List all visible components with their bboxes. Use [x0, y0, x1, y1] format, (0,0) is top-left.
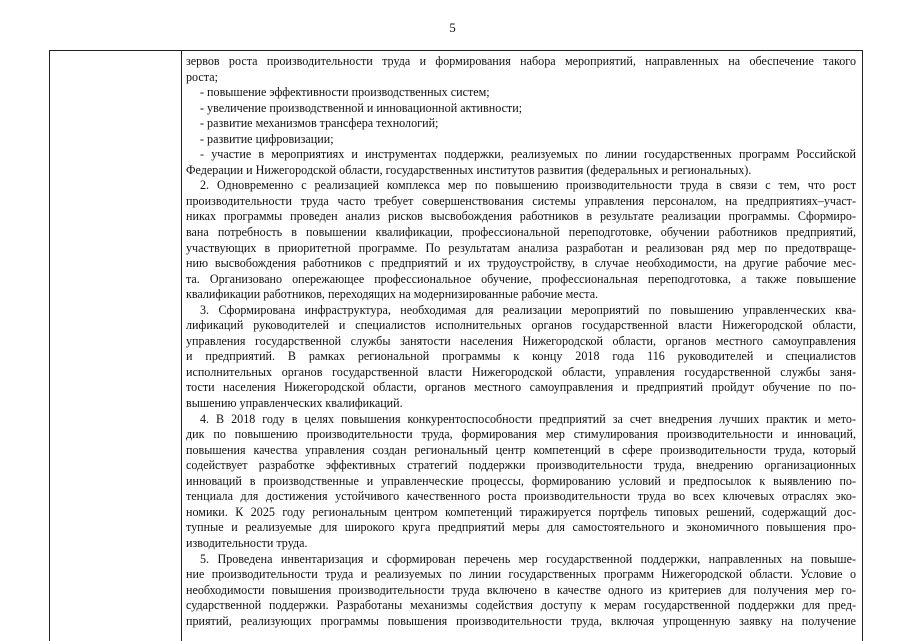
text-line: тенциала для достижения устойчивого качественного роста производительности труда во всех ключевых отраслях эко- [186, 489, 856, 504]
text-line: та. Организовано опережающее профессиональное обучение, профессиональная переподготовка, а также повышение [186, 271, 856, 286]
text-line: - увеличение производственной и инновационной активности; [200, 100, 523, 115]
text-line: вышению управленческих квалификаций. [186, 396, 403, 411]
text-line: Федерации и Нижегородской области, государственных институтов развития (федеральных и региональных). [186, 162, 752, 177]
text-line: нию высвобождения работников с предприятий и их трудоустройству, в случае необходимости, на другие рабочие мес- [186, 256, 856, 271]
page-number: 5 [449, 20, 456, 35]
text-line: содействует разработке эффективных стратегий поддержки производительности труда, внедрению организационных [186, 458, 856, 473]
text-line: - развитие механизмов трансфера технологий; [200, 116, 439, 131]
text-line: сударственной поддержки. Разработаны механизмы содействия доступу к мерам государственной поддержки для пред- [186, 598, 856, 613]
text-line: изводительности труда. [186, 535, 308, 550]
text-line: - участие в мероприятиях и инструментах поддержки, реализуемых по линии государственных программ Российской [200, 147, 856, 162]
text-line: - повышение эффективности производственных систем; [200, 85, 490, 100]
text-line: дик по повышению производительности труда, формирования мер стимулирования производительности и инноваций, [186, 427, 856, 442]
text-line: исполнительных органов государственной власти Нижегородской области, управления государственной службы заня- [186, 364, 856, 379]
text-line: производительности труда часто требует совершенствования системы управления персоналом, на предприятиях–участ- [186, 193, 856, 208]
text-line: ние производительности труда и реализуемых по линии государственных программ Нижегородской области. Условие о [186, 567, 856, 582]
text-line: зервов роста производительности труда и формирования набора мероприятий, направленных на обеспечение такого [186, 54, 856, 68]
text-line: участвующих в приоритетной программе. По результатам анализа разработан и реализован ряд мер по предотвраще- [186, 240, 856, 255]
text-line: номики. К 2025 году региональным центром компетенций тиражируется портфель типовых решений, содержащий дос- [186, 504, 856, 519]
text-line: повышения качества управления создан региональный центр компетенций в сфере производительности труда, который [186, 442, 856, 457]
text-cell [186, 54, 856, 629]
text-line: 3. Сформирована инфраструктура, необходимая для реализации мероприятий по повышению управленческих ква- [200, 302, 856, 317]
text-line: и предприятий. В рамках региональной программы к концу 2018 года 116 руководителей и специалистов [186, 349, 856, 364]
text-line: лификаций руководителей и специалистов исполнительных органов государственной власти Нижегородской области, [186, 318, 856, 333]
text-line: 2. Одновременно с реализацией комплекса мер по повышению производительности труда в связи с тем, что рост [200, 178, 856, 193]
text-line: приятий, реализующих программы повышения производительности труда, включая упрощенную заявку на получение [186, 613, 856, 628]
text-line: инноваций в производственные и управленческие процессы, формированию условий и предпосылок к выявлению по- [186, 473, 856, 488]
text-line: никах программы проведен анализ рисков высвобождения работников в результате реализации программы. Сформиро- [186, 209, 856, 224]
text-line: 5. Проведена инвентаризация и сформирован перечень мер государственной поддержки, направленных на повыше- [200, 551, 856, 566]
text-line: необходимости повышения производительности труда включено в качестве одного из критериев для получения мер го- [186, 582, 856, 597]
text-line: вана потребность в повышении квалификации, профессиональной переподготовке, обучении работников предприятий, [186, 225, 856, 240]
text-line: тости населения Нижегородской области, органов местного самоуправления и предприятий пройдут обучение по по- [186, 380, 856, 395]
column-divider [181, 51, 182, 641]
text-line: тупные и реализуемые для широкого круга предприятий меры для самостоятельного и экономичного повышения про- [186, 520, 856, 535]
text-line: 4. В 2018 году в целях повышения конкурентоспособности предприятий за счет внедрения лучших практик и мето- [200, 411, 856, 426]
text-line: роста; [186, 69, 218, 84]
table-frame [49, 50, 863, 641]
text-line: - развитие цифровизации; [200, 131, 334, 146]
text-line: управления государственной службы занятости населения Нижегородской области, органов местного самоуправления [186, 333, 856, 348]
text-line: квалификации работников, переходящих на модернизированные рабочие места. [186, 287, 599, 302]
